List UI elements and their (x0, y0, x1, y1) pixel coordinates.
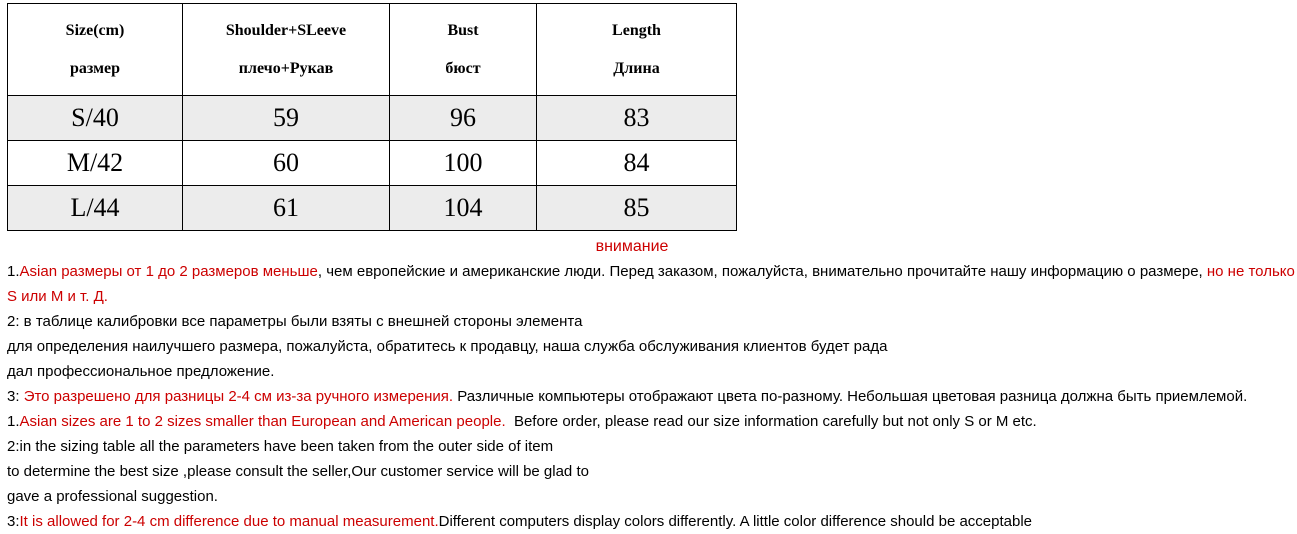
cell-size: L/44 (8, 186, 183, 231)
note-ru-1 (7, 259, 1297, 309)
header-shoulder-ru: плечо+Рукав (238, 59, 334, 77)
header-length-ru: Длина (613, 59, 660, 77)
note-en-1 (7, 409, 1297, 434)
table-header-row (8, 4, 737, 96)
cell-bust: 104 (390, 186, 537, 231)
note-en-3-red: It is allowed for 2-4 cm difference due to manual measurement. (19, 513, 439, 530)
cell-shoulder: 61 (183, 186, 390, 231)
cell-bust: 96 (390, 96, 537, 141)
cell-bust: 100 (390, 141, 537, 186)
cell-length: 85 (537, 186, 737, 231)
note-en-3-text: Different computers display colors differently. A little color difference should be acceptable (438, 513, 1033, 530)
note-ru-3-red: Это разрешено для разницы 2-4 см из-за ручного измерения. (23, 388, 454, 405)
cell-size: M/42 (8, 141, 183, 186)
header-length (537, 4, 737, 96)
table-row (8, 141, 737, 186)
attention-heading: внимание (595, 238, 669, 255)
header-size-ru: размер (70, 59, 120, 77)
header-bust (390, 4, 537, 96)
size-notes (7, 234, 1297, 534)
header-shoulder (183, 4, 390, 96)
note-ru-2-line-2: для определения наилучшего размера, пожалуйста, обратитесь к продавцу, наша служба обслуживания клиентов будет рада (7, 338, 888, 355)
header-bust-en: Bust (447, 21, 479, 39)
note-en-1-prefix: 1. (7, 413, 20, 430)
header-bust-ru: бюст (445, 59, 481, 77)
note-en-1-red: Asian sizes are 1 to 2 sizes smaller than European and American people. (19, 413, 506, 430)
header-length-en: Length (612, 21, 661, 39)
note-ru-3 (7, 384, 1297, 409)
note-ru-1-red: Asian размеры от 1 до 2 размеров меньше (19, 263, 318, 280)
table-row (8, 186, 737, 231)
cell-shoulder: 59 (183, 96, 390, 141)
header-size-en: Size(cm) (65, 21, 125, 39)
note-ru-3-prefix: 3: (7, 388, 24, 405)
cell-size: S/40 (8, 96, 183, 141)
size-chart-table (7, 3, 737, 231)
cell-shoulder: 60 (183, 141, 390, 186)
note-ru-1-text: , чем европейские и американские люди. Перед заказом, пожалуйста, внимательно прочитайте нашу информацию о размере, (317, 263, 1207, 280)
note-en-2-line-2: to determine the best size ,please consult the seller,Our customer service will be glad to (7, 463, 589, 480)
note-ru-1-prefix: 1. (7, 263, 20, 280)
note-en-3 (7, 509, 1297, 534)
note-ru-2-line-1: 2: в таблице калибровки все параметры были взяты с внешней стороны элемента (7, 313, 583, 330)
header-shoulder-en: Shoulder+SLeeve (225, 21, 347, 39)
header-size (8, 4, 183, 96)
note-en-2-line-1: 2:in the sizing table all the parameters have been taken from the outer side of item (7, 438, 554, 455)
note-en-1-text: Before order, please read our size information carefully but not only S or M etc. (505, 413, 1037, 430)
note-ru-3-text: Различные компьютеры отображают цвета по-разному. Небольшая цветовая разница должна быть приемлемой. (453, 388, 1248, 405)
cell-length: 84 (537, 141, 737, 186)
cell-length: 83 (537, 96, 737, 141)
table-row (8, 96, 737, 141)
note-en-2-line-3: gave a professional suggestion. (7, 488, 218, 505)
note-en-3-prefix: 3: (7, 513, 20, 530)
note-ru-2-line-3: дал профессиональное предложение. (7, 363, 275, 380)
note-ru-1-red-2: но не только S или M и т. Д. (7, 263, 1295, 305)
